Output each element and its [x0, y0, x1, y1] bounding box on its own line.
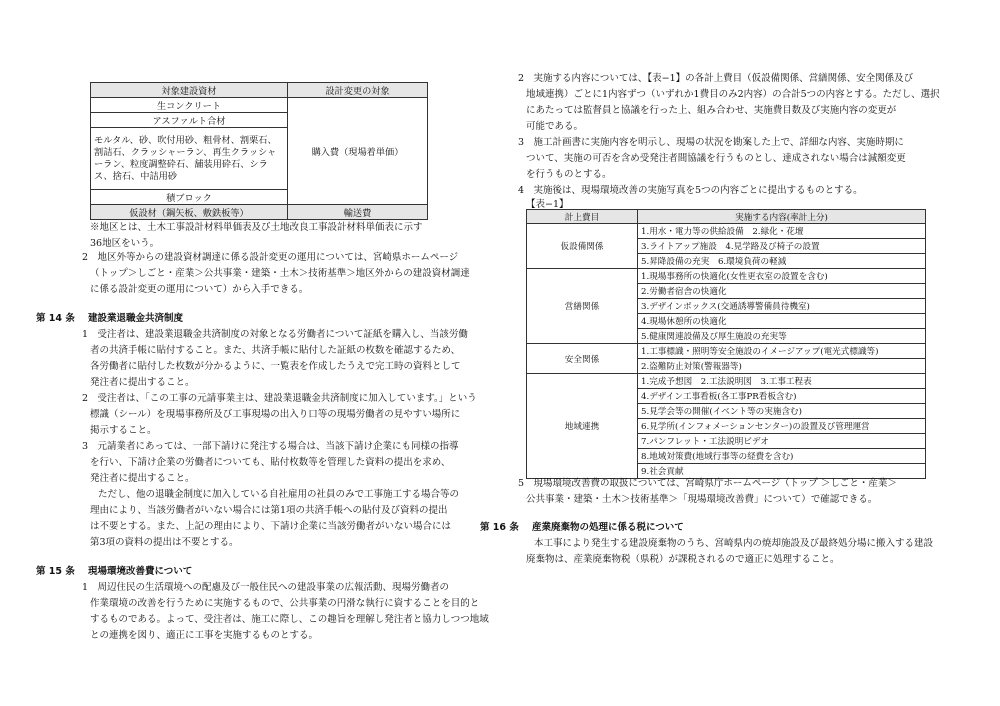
materials-row: 積ブロック	[91, 190, 288, 205]
right-paragraph-line: 3 施工計画書に実施内容を明示し、現場の状況を勘案した上で、詳細な内容、実施時期に	[518, 137, 904, 148]
article-15-line: するものである。よって、受注者は、施工に際し、この趣旨を理解し発注者と協力しつつ地域	[90, 614, 489, 625]
content-item: 1.工事標識・照明等安全施設のイメージアップ(電光式標識等)	[638, 344, 926, 359]
note-5-line: 公共事業・建築・土木＞技術基準＞「現場環境改善費」について）で確認できる。	[526, 494, 878, 505]
note-line: 36地区をいう。	[90, 238, 160, 249]
article-15-line: 1 周辺住民の生活環境への配慮及び一般住民への建設事業の広報活動、現場労働者の	[82, 582, 450, 593]
content-item: 2.盗難防止対策(警報器等)	[638, 359, 926, 374]
improvement-table	[526, 209, 926, 479]
category-cell: 安全関係	[527, 344, 638, 374]
article-14-line: 標識（シール）を現場事務所及び工事現場の出入り口等の現場労働者の見やすい場所に	[90, 409, 461, 420]
article-14-line: 発注者に提出すること。	[90, 473, 195, 484]
table1-header-category: 計上費目	[527, 210, 638, 224]
article-15-line: との連携を図り、適正に工事を実施するものとする。	[90, 630, 319, 641]
article-14-line: ただし、他の退職金制度に加入している自社雇用の社員のみで工事施工する場合等の	[98, 489, 460, 500]
category-cell: 営繕関係	[527, 269, 638, 344]
content-item: 5.健康関連設備及び厚生施設の充実等	[638, 329, 926, 344]
article-14-line: 者の共済手帳に貼付すること。また、共済手帳に貼付した証紙の枚数を確認するため、	[90, 345, 461, 356]
content-item: 6.見学所(インフォメーションセンター)の設置及び管理運営	[638, 419, 926, 434]
right-paragraph-line: 4 実施後は、現場環境改善の実施写真を5つの内容ごとに提出するものとする。	[518, 185, 863, 196]
table1-label: 【表−1】	[526, 199, 569, 210]
article-15-number: 第 15 条	[36, 566, 75, 577]
content-item: 2.労働者宿舎の快適化	[638, 284, 926, 299]
article-14-line: 発注者に提出すること。	[90, 377, 195, 388]
article-14-line: 掲示すること。	[90, 425, 157, 436]
article-14-line: は不要とする。また、上記の理由により、下請け企業に当該労働者がいない場合には	[90, 521, 452, 532]
category-cell: 地域連携	[527, 374, 638, 479]
article-14-title: 建設業退職金共済制度	[88, 313, 184, 324]
right-paragraph-line: を行うものとする。	[526, 169, 612, 180]
content-item: 5.見学会等の開催(イベント等の実施含む)	[638, 404, 926, 419]
content-item: 1.現場事務所の快適化(女性更衣室の設置を含む)	[638, 269, 926, 284]
note-line: （トップ＞しごと・産業＞公共事業・建築・土木＞技術基準＞地区外からの建設資材調達	[90, 268, 470, 279]
content-item: 1.用水・電力等の供給設備 2.緑化・花壇	[638, 224, 926, 239]
note-line: ※地区とは、土木工事設計材料単価表及び土地改良工事設計材料単価表に示す	[90, 222, 423, 233]
materials-row: アスファルト合材	[91, 113, 288, 128]
article-16-line: 本工事により発生する建設廃棄物のうち、宮崎県内の焼却施設及び最終処分場に搬入する建設	[534, 538, 934, 549]
article-14-number: 第 14 条	[36, 313, 75, 324]
materials-header-material: 対象建設資材	[91, 83, 288, 98]
article-16-title: 産業廃棄物の処理に係る税について	[532, 522, 684, 533]
content-item: 4.現場休憩所の快適化	[638, 314, 926, 329]
right-paragraph-line: 2 実施する内容については、【表−1】の各計上費目（仮設備関係、営繕関係、安全関係及び	[518, 73, 914, 84]
purchase-cost-cell: 購入費（現場着単価）	[288, 98, 428, 205]
article-14-line: 3 元請業者にあっては、一部下請けに発注する場合は、当該下請け企業にも同様の指導	[82, 441, 459, 452]
article-16-line: 廃棄物は、産業廃棄物税（県税）が課税されるので適正に処理すること。	[526, 554, 840, 565]
content-item: 1.完成予想図 2.工法説明図 3.工事工程表	[638, 374, 926, 389]
content-item: 3.ライトアップ施設 4.見学路及び椅子の設置	[638, 239, 926, 254]
note-5-line: 5 現場環境改善費の取扱については、宮崎県庁ホームページ（トップ ＞しごと・産業＞	[518, 478, 897, 489]
article-14-line: 理由により、当該労働者がいない場合には第1項の共済手帳への貼付及び資料の提出	[90, 505, 448, 516]
article-16-number: 第 16 条	[480, 522, 519, 533]
content-item: 8.地域対策費(地域行事等の経費を含む)	[638, 449, 926, 464]
article-14-line: 1 受注者は、建設業退職金共済制度の対象となる労働者について証紙を購入し、当該労働	[82, 329, 468, 340]
content-item: 9.社会貢献	[638, 464, 926, 479]
content-item: 5.昇降設備の充実 6.環境負荷の軽減	[638, 254, 926, 269]
article-14-line: を行い、下請け企業の労働者についても、貼付枚数等を管理した資料の提出を求め、	[90, 457, 451, 468]
note-line: 2 地区外等からの建設資材調達に係る設計変更の運用については、宮崎県ホームページ	[82, 252, 459, 263]
table1-header-content: 実施する内容(率計上分)	[638, 210, 926, 224]
right-paragraph-line: ついて、実施の可否を含め受発注者間協議を行うものとし、達成されない場合は減額変更	[526, 153, 906, 164]
content-item: 7.パンフレット・工法説明ビデオ	[638, 434, 926, 449]
materials-header-target: 設計変更の対象	[288, 83, 428, 98]
materials-table	[90, 82, 428, 220]
article-14-line: 2 受注者は、「この工事の元請事業主は、建設業退職金共済制度に加入しています。」という	[82, 393, 477, 404]
article-15-line: 作業環境の改善を行うために実施するもので、公共事業の円滑な執行に資することを目的と	[90, 598, 480, 609]
article-14-line: 各労働者に貼付した枚数が分かるように、一覧表を作成したうえで完工時の資料として	[90, 361, 461, 372]
article-15-title: 現場環境改善費について	[88, 566, 193, 577]
content-item: 4.デザイン工事看板(各工事PR看板含む)	[638, 389, 926, 404]
content-item: 3.デザインボックス(交通誘導警備員待機室)	[638, 299, 926, 314]
temp-material-cell: 仮設材（鋼矢板、敷鉄板等）	[91, 205, 288, 220]
materials-row: 生コンクリート	[91, 98, 288, 113]
note-line: に係る設計変更の運用について）から入手できる。	[90, 284, 309, 295]
category-cell: 仮設備関係	[527, 224, 638, 269]
right-paragraph-line: にあたっては監督員と協議を行った上、組み合わせ、実施費目数及び実施内容の変更が	[526, 105, 897, 116]
right-paragraph-line: 地域連携）ごとに1内容ずつ（いずれか1費目のみ2内容）の合計5つの内容とする。ただし、選択	[526, 89, 940, 100]
right-paragraph-line: 可能である。	[526, 121, 584, 132]
article-14-line: 第3項の資料の提出は不要とする。	[90, 537, 239, 548]
transport-cost-cell: 輸送費	[288, 205, 428, 220]
materials-row: モルタル、砂、吹付用砂、粗骨材、割栗石、割詰石、クラッシャーラン、再生クラッシャーラン、粒度調整砕石、舗装用砕石、シラス、捨石、中詰用砂	[91, 128, 288, 190]
